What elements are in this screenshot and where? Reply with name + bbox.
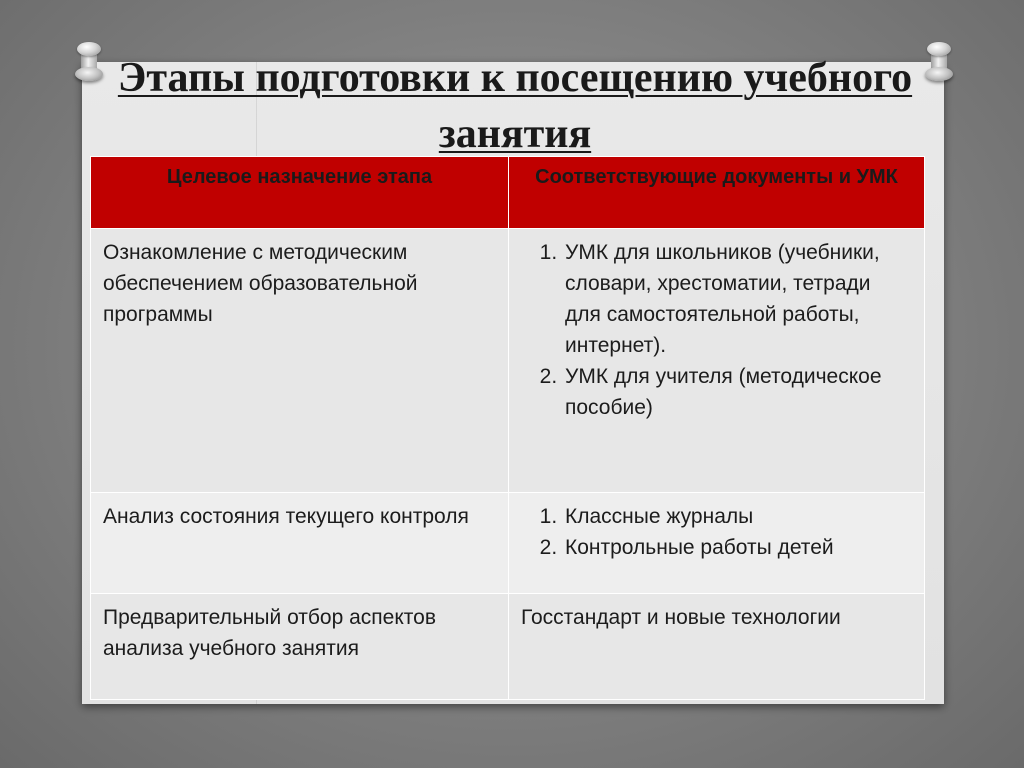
stage-cell: Ознакомление с методическим обеспечением образовательной программы [91, 228, 509, 492]
table-header-row [91, 157, 925, 229]
documents-cell [509, 228, 925, 492]
list-item: 1. УМК для школьников (учебники, словари, хрестоматии, тетради для самостоятельной работы, интернет). [563, 237, 912, 361]
list-item: 2. УМК для учителя (методическое пособие) [563, 361, 912, 423]
slide-title: Этапы подготовки к посещению учебного занятия [117, 55, 913, 157]
header-documents: Соответствующие документы и УМК [509, 157, 925, 229]
list-item: 1. Классные журналы [563, 501, 912, 532]
table-row [91, 493, 925, 593]
stages-table [90, 156, 925, 700]
stage-cell: Предварительный отбор аспектов анализа учебного занятия [91, 593, 509, 699]
documents-cell: Госстандарт и новые технологии [509, 593, 925, 699]
stage-cell: Анализ состояния текущего контроля [91, 493, 509, 593]
table-row [91, 593, 925, 699]
header-stage-purpose: Целевое назначение этапа [91, 157, 509, 229]
documents-list [521, 501, 912, 563]
table-row [91, 228, 925, 492]
documents-list [521, 237, 912, 423]
documents-cell [509, 493, 925, 593]
list-item: 2. Контрольные работы детей [563, 532, 912, 563]
